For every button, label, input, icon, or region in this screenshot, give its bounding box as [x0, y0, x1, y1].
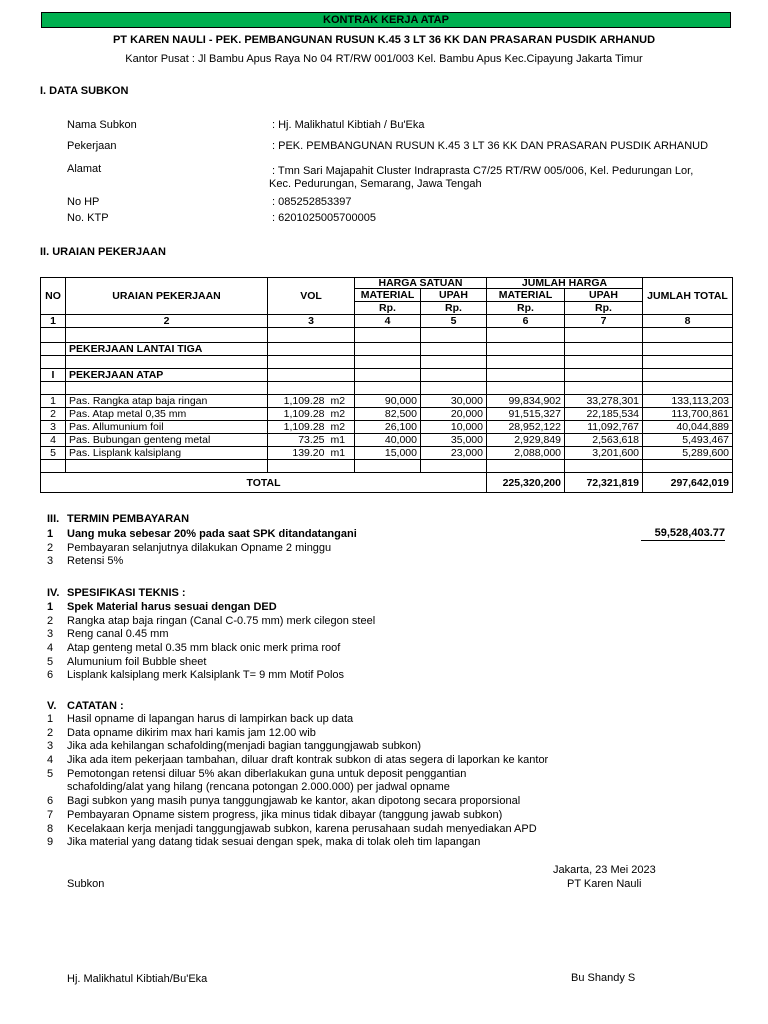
- item-text: Lisplank kalsiplang merk Kalsiplank T= 9 mm Motif Polos: [67, 669, 345, 682]
- field-label-ktp: No. KTP: [67, 212, 109, 224]
- row-no: 3: [41, 421, 66, 434]
- list-item: [47, 823, 737, 837]
- list-item: [47, 754, 737, 768]
- item-number: 6: [47, 669, 54, 682]
- table-row: [41, 421, 733, 434]
- colnum: 8: [643, 315, 733, 328]
- row-unit: m2: [328, 395, 355, 408]
- item-text: Pembayaran Opname sistem progress, jika minus tidak dibayar (tanggung jawab subkon): [67, 808, 503, 821]
- company-line: PT KAREN NAULI - PEK. PEMBANGUNAN RUSUN K.45 3 LT 36 KK DAN PRASARAN PUSDIK ARHANUD: [112, 34, 656, 46]
- signature-left-role: Subkon: [67, 878, 105, 890]
- colnum: 2: [66, 315, 268, 328]
- subgroup-row: [41, 369, 733, 382]
- list-item: [47, 795, 737, 809]
- item-number: 1: [47, 713, 54, 725]
- row-unit: m1: [328, 447, 355, 460]
- row-jh-upah: 2,563,618: [565, 434, 643, 447]
- row-vol: 1,109.28: [268, 408, 328, 421]
- group-row: [41, 343, 733, 356]
- item-number: 5: [47, 655, 54, 668]
- table-row: [41, 434, 733, 447]
- item-text: Rangka atap baja ringan (Canal C-0.75 mm) merk cilegon steel: [67, 614, 376, 627]
- item-number: 8: [47, 822, 54, 835]
- signature-left-name: Hj. Malikhatul Kibtiah/Bu'Eka: [67, 973, 208, 985]
- row-jh-upah: 33,278,301: [565, 395, 643, 408]
- list-item: [47, 615, 737, 629]
- colnum: 4: [355, 315, 421, 328]
- subgroup-title: PEKERJAAN ATAP: [66, 369, 268, 382]
- row-unit: m2: [328, 408, 355, 421]
- colnum: 3: [268, 315, 355, 328]
- item-number: 1: [47, 601, 54, 613]
- col-header-hs-material: MATERIAL: [355, 289, 421, 302]
- item-text: Jika material yang datang tidak sesuai dengan spek, maka di tolak oleh tim lapangan: [67, 836, 481, 849]
- item-number: 3: [47, 628, 54, 641]
- row-desc: Pas. Lisplank kalsiplang: [66, 447, 268, 460]
- row-vol: 73.25: [268, 434, 328, 447]
- col-header-harga-satuan: HARGA SATUAN: [355, 278, 487, 289]
- item-number: 2: [47, 726, 54, 739]
- row-desc: Pas. Bubungan genteng metal: [66, 434, 268, 447]
- rp-label: Rp.: [355, 302, 421, 315]
- col-header-jumlah-harga: JUMLAH HARGA: [487, 278, 643, 289]
- row-hs-upah: 35,000: [421, 434, 487, 447]
- work-items-table: [40, 277, 733, 493]
- item-text: Reng canal 0.45 mm: [67, 628, 169, 641]
- row-hs-material: 40,000: [355, 434, 421, 447]
- list-item: [47, 669, 737, 683]
- row-desc: Pas. Rangka atap baja ringan: [66, 395, 268, 408]
- colnum: 7: [565, 315, 643, 328]
- contract-title-bar: [41, 12, 731, 28]
- item-number: 3: [47, 555, 54, 568]
- col-header-jh-upah: UPAH: [565, 289, 643, 302]
- catatan-list: [47, 713, 737, 850]
- colnum: 5: [421, 315, 487, 328]
- item-text: Atap genteng metal 0.35 mm black onic merk prima roof: [67, 642, 341, 655]
- place-date: Jakarta, 23 Mei 2023: [553, 864, 656, 876]
- item-number: 2: [47, 541, 54, 554]
- item-text: Retensi 5%: [67, 555, 124, 568]
- row-hs-upah: 20,000: [421, 408, 487, 421]
- col-header-hs-upah: UPAH: [421, 289, 487, 302]
- row-hs-upah: 10,000: [421, 421, 487, 434]
- row-total: 113,700,861: [643, 408, 733, 421]
- item-text: Alumunium foil Bubble sheet: [67, 655, 207, 668]
- group-title: PEKERJAAN LANTAI TIGA: [66, 343, 268, 356]
- row-hs-material: 15,000: [355, 447, 421, 460]
- row-jh-upah: 11,092,767: [565, 421, 643, 434]
- col-header-uraian: URAIAN PEKERJAAN: [66, 278, 268, 315]
- row-no: 2: [41, 408, 66, 421]
- list-item: [47, 642, 737, 656]
- rp-label: Rp.: [421, 302, 487, 315]
- item-number: 3: [47, 740, 54, 753]
- item-text: Spek Material harus sesuai dengan DED: [67, 601, 277, 613]
- row-hs-material: 26,100: [355, 421, 421, 434]
- item-text: Data opname dikirim max hari kamis jam 12.00 wib: [67, 726, 316, 739]
- list-item: [47, 528, 737, 542]
- list-item: [47, 601, 737, 615]
- row-jh-upah: 3,201,600: [565, 447, 643, 460]
- row-vol: 1,109.28: [268, 395, 328, 408]
- address-line: Kantor Pusat : Jl Bambu Apus Raya No 04 RT/RW 001/003 Kel. Bambu Apus Kec.Cipayung Jakarta Timur: [125, 53, 643, 65]
- total-material: 225,320,200: [487, 473, 565, 493]
- total-row: [41, 473, 733, 493]
- dp-amount: 59,528,403.77: [641, 527, 725, 541]
- field-value-alamat-line2: Kec. Pedurungan, Semarang, Jawa Tengah: [269, 178, 482, 190]
- section-catatan-num: V.: [47, 700, 57, 712]
- colnum: 6: [487, 315, 565, 328]
- field-label-alamat: Alamat: [67, 163, 102, 175]
- field-value-ktp: : 6201025005700005: [272, 212, 376, 224]
- termin-list: [47, 528, 737, 569]
- item-text: schafolding/alat yang hilang (rencana potongan 2.000.000) per jadwal opname: [67, 781, 450, 794]
- list-item: [47, 555, 737, 569]
- item-number: 9: [47, 836, 54, 849]
- row-total: 133,113,203: [643, 395, 733, 408]
- total-all: 297,642,019: [643, 473, 733, 493]
- row-total: 5,289,600: [643, 447, 733, 460]
- total-label: TOTAL: [41, 473, 487, 493]
- row-vol: 139.20: [268, 447, 328, 460]
- section-spesifikasi-num: IV.: [47, 587, 60, 599]
- total-upah: 72,321,819: [565, 473, 643, 493]
- rp-label: Rp.: [565, 302, 643, 315]
- list-item: [47, 656, 737, 670]
- section-catatan-heading: CATATAN :: [67, 700, 124, 712]
- row-vol: 1,109.28: [268, 421, 328, 434]
- col-header-jh-material: MATERIAL: [487, 289, 565, 302]
- signature-right-name: Bu Shandy S: [571, 972, 636, 984]
- item-number: 7: [47, 808, 54, 821]
- table-row: [41, 395, 733, 408]
- row-jh-material: 28,952,122: [487, 421, 565, 434]
- section-termin-num: III.: [47, 513, 60, 525]
- col-header-vol: VOL: [268, 278, 355, 315]
- row-total: 40,044,889: [643, 421, 733, 434]
- field-value-pekerjaan: : PEK. PEMBANGUNAN RUSUN K.45 3 LT 36 KK DAN PRASARAN PUSDIK ARHANUD: [272, 140, 709, 152]
- row-jh-material: 91,515,327: [487, 408, 565, 421]
- rp-label: Rp.: [487, 302, 565, 315]
- item-number: 5: [47, 767, 54, 780]
- row-unit: m1: [328, 434, 355, 447]
- row-hs-upah: 23,000: [421, 447, 487, 460]
- row-jh-upah: 22,185,534: [565, 408, 643, 421]
- item-text: Pemotongan retensi diluar 5% akan diberlakukan guna untuk deposit penggantian: [67, 767, 467, 780]
- row-hs-material: 90,000: [355, 395, 421, 408]
- col-header-no: NO: [41, 278, 66, 315]
- table-row: [41, 408, 733, 421]
- field-value-nama: : Hj. Malikhatul Kibtiah / Bu'Eka: [272, 119, 425, 131]
- signature-right-role: PT Karen Nauli: [567, 878, 642, 890]
- list-item: [47, 542, 737, 556]
- list-item: [47, 809, 737, 823]
- row-jh-material: 2,929,849: [487, 434, 565, 447]
- field-value-hp: : 085252853397: [272, 196, 352, 208]
- row-jh-material: 99,834,902: [487, 395, 565, 408]
- list-item: [47, 727, 737, 741]
- item-number: 4: [47, 754, 54, 767]
- section-uraian-heading: II. URAIAN PEKERJAAN: [40, 246, 166, 258]
- subgroup-no: I: [41, 369, 66, 382]
- row-unit: m2: [328, 421, 355, 434]
- field-label-hp: No HP: [67, 196, 100, 208]
- list-item: [47, 713, 737, 727]
- row-no: 4: [41, 434, 66, 447]
- item-text: Pembayaran selanjutnya dilakukan Opname 2 minggu: [67, 541, 332, 554]
- section-data-subkon-heading: I. DATA SUBKON: [40, 85, 129, 97]
- table-row: [41, 447, 733, 460]
- colnum: 1: [41, 315, 66, 328]
- item-text: Hasil opname di lapangan harus di lampirkan back up data: [67, 713, 354, 725]
- section-termin-heading: TERMIN PEMBAYARAN: [67, 513, 190, 525]
- col-header-jumlah-total: JUMLAH TOTAL: [643, 278, 733, 315]
- column-number-row: [41, 315, 733, 328]
- item-text: Jika ada item pekerjaan tambahan, diluar draft kontrak subkon di atas segera di laporkan ke kantor: [67, 754, 549, 767]
- field-label-nama: Nama Subkon: [67, 119, 137, 131]
- list-item: [47, 836, 737, 850]
- row-desc: Pas. Atap metal 0,35 mm: [66, 408, 268, 421]
- row-no: 5: [41, 447, 66, 460]
- item-number: 4: [47, 642, 54, 655]
- section-spesifikasi-heading: SPESIFIKASI TEKNIS :: [67, 587, 186, 599]
- item-number: 6: [47, 795, 54, 808]
- spesifikasi-list: [47, 601, 737, 683]
- row-hs-upah: 30,000: [421, 395, 487, 408]
- list-item-continuation: [47, 781, 737, 795]
- contract-title: KONTRAK KERJA ATAP: [323, 14, 449, 26]
- item-text: Bagi subkon yang masih punya tanggungjawab ke kantor, akan dipotong secara proporsional: [67, 795, 521, 808]
- item-number: 1: [47, 528, 54, 540]
- item-text: Kecelakaan kerja menjadi tanggungjawab subkon, karena perusahaan sudah menyediakan APD: [67, 822, 537, 835]
- field-value-alamat: : Tmn Sari Majapahit Cluster Indraprasta C7/25 RT/RW 005/006, Kel. Pedurungan Lor,: [272, 165, 694, 177]
- item-text: Uang muka sebesar 20% pada saat SPK ditandatangani: [67, 528, 357, 540]
- item-text: Jika ada kehilangan schafolding(menjadi bagian tanggungjawab subkon): [67, 740, 422, 753]
- row-jh-material: 2,088,000: [487, 447, 565, 460]
- list-item: [47, 768, 737, 782]
- row-desc: Pas. Allumunium foil: [66, 421, 268, 434]
- field-label-pekerjaan: Pekerjaan: [67, 140, 117, 152]
- item-number: 2: [47, 614, 54, 627]
- list-item: [47, 628, 737, 642]
- row-no: 1: [41, 395, 66, 408]
- row-total: 5,493,467: [643, 434, 733, 447]
- list-item: [47, 740, 737, 754]
- row-hs-material: 82,500: [355, 408, 421, 421]
